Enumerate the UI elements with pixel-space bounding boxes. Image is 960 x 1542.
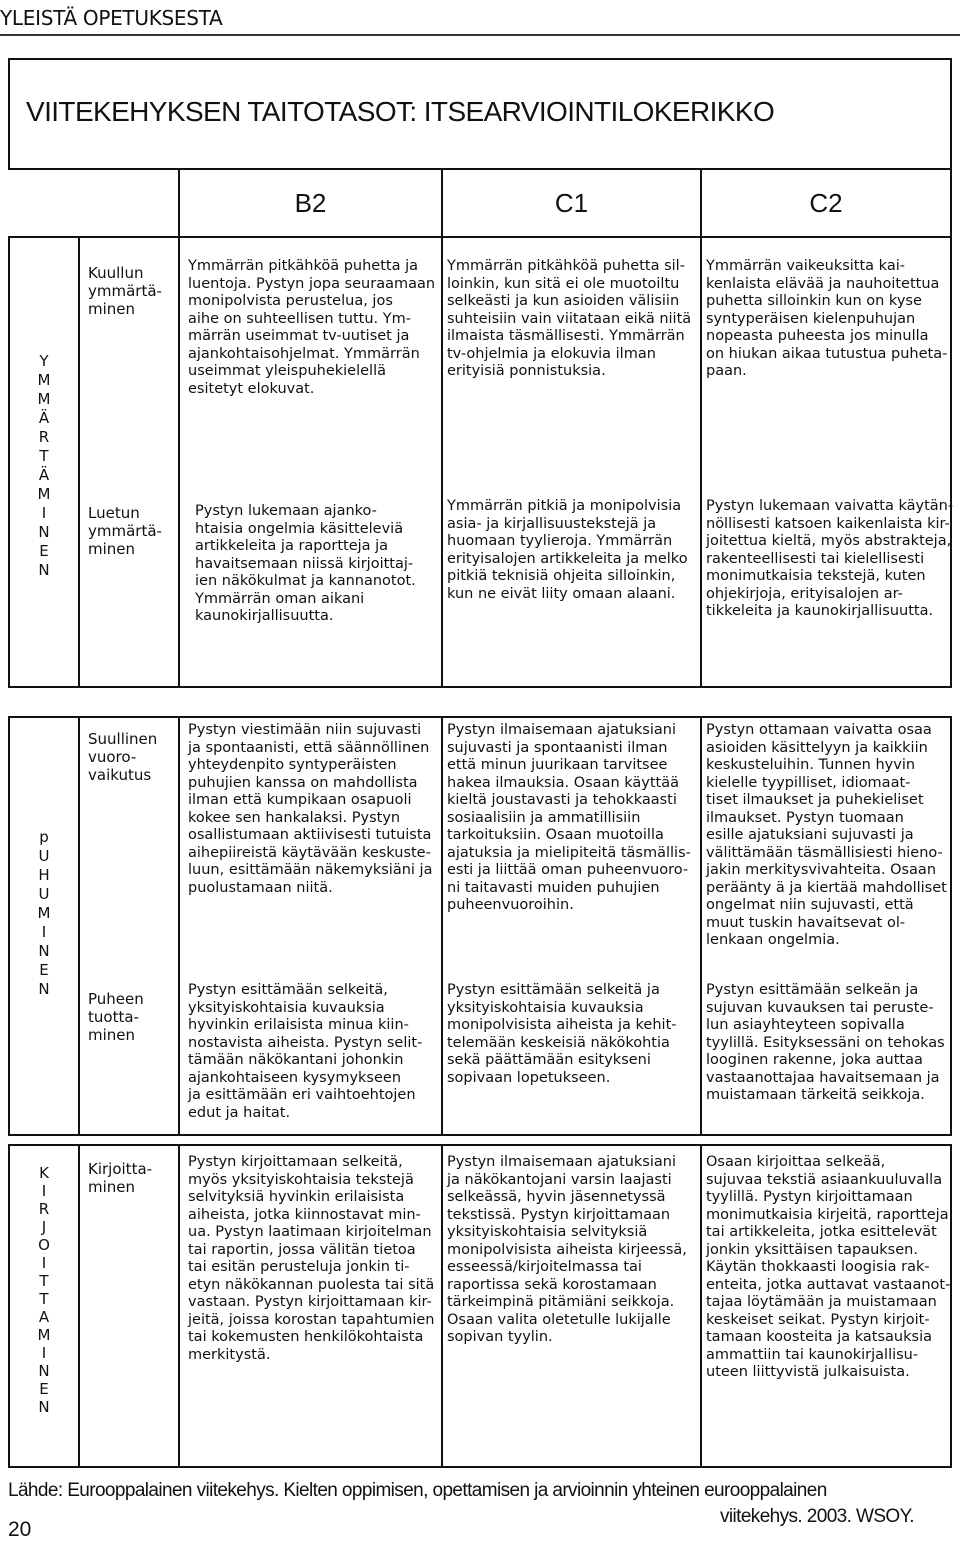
cell-line: puolustamaan niitä. [188,879,333,896]
cell-line: lun asiayhteyteen sopivalla [706,1017,905,1033]
group-label-puhuminen: p U H U M I N E N [37,828,51,998]
cell-line: on hiukan aikaa tutustua puheta- [706,345,948,362]
cell-line: luentoja. Pystyn jopa seuraamaan [188,275,436,292]
cell-line: merkitystä. [188,1346,271,1363]
row-label-suullinen-vuorovaikutus: Suullinen vuoro- vaikutus [88,730,158,784]
cell-line: artikkeleita ja raportteja ja [195,538,389,554]
cell-line: aihe on suhteellisen tuttu. Ym- [188,310,411,327]
cell-line: puhetta silloinkin kun on kyse [706,293,922,309]
cell-line: muistamaan tärkeitä seikkoja. [706,1087,925,1103]
level-header-b2: B2 [178,170,443,238]
cell-line: etyn näkökannan puolesta tai sitä [188,1276,435,1293]
cell-line: keskeiset seikat. Pystyn kirjoit- [706,1311,930,1328]
cell-line: looginen rakenne, joka auttaa [706,1052,923,1068]
cell-line: loinkin, kun sitä ei ole muotoiltu [447,275,680,292]
cell-kuullun-c1 [447,258,691,381]
cell-line: hyvinkin erilaisista minua kiin- [188,1017,409,1033]
cell-line: puheenvuoroihin. [447,897,574,913]
cell-line: uteen liittyvistä julkaisuista. [706,1364,910,1380]
cell-puheen-b2 [188,982,422,1122]
cell-line: nopeasta puheesta jos minulla [706,328,929,344]
cell-luetun-c1 [447,498,688,603]
cell-line: tiset ilmaukset ja puhekieliset [706,792,924,808]
row-label-luetun-ymmartaminen: Luetun ymmärtä- minen [88,504,162,558]
group-label-ymmartaminen: Y M M Ä R T Ä M I N E N [37,352,51,579]
cell-puheen-c2 [706,982,945,1105]
cell-line: kaunokirjallisuutta. [195,608,334,624]
cell-line: Pystyn kirjoittamaan selkeitä, [188,1154,403,1170]
cell-line: Pystyn esittämään selkeän ja [706,982,919,998]
cell-line: Pystyn ottamaan vaivatta osaa [706,722,932,738]
cell-line: lenkaan ongelmia. [706,932,840,948]
cell-line: jakin merkitysvivahteita. Osaan [706,862,937,878]
cell-line: suhteisiin vain viitataan eikä niitä [447,310,692,327]
cell-line: nostavista aiheista. Pystyn selit- [188,1034,423,1051]
cell-line: ohjekirjoja, erityisalojen ar- [706,585,903,602]
cell-line: erityisiä ponnistuksia. [447,363,606,379]
cell-line: kenlaista elävää ja nauhoitettua [706,275,940,292]
cell-line: ilmaukset. Pystyn tuomaan [706,809,904,826]
cell-line: tekstissä. Pystyn kirjoittamaan [447,1206,671,1223]
cell-line: paan. [706,363,747,379]
page-title: VIITEKEHYKSEN TAITOTASOT: ITSEARVIOINTILOKERIKKO [26,96,775,127]
section-header: YLEISTÄ OPETUKSESTA [0,6,223,30]
cell-line: monipolvista perustelua, jos [188,293,393,309]
title-box [8,58,952,170]
cell-line: sujuvaa tekstiä asiaankuuluvalla [706,1171,943,1188]
cell-line: selvityksiä hyvinkin erilaisista [188,1189,405,1205]
cell-line: tv-ohjelmia ja elokuvia ilman [447,345,656,362]
cell-suullinen-b2 [188,722,432,897]
cell-line: Ymmärrän vaikeuksitta kai- [706,258,905,274]
cell-line: huomaan tyylieroja. Ymmärrän [447,533,673,549]
cell-line: monimutkaisia tekstejä, kuten [706,568,926,584]
cell-line: keskusteluihin. Tunnen hyvin [706,757,916,773]
cell-line: esseessä/kirjoitelmassa tai [447,1259,642,1275]
cell-line: Käytän thokkaasti loogisia rak- [706,1259,930,1275]
cell-line: vastaanottajaa havaitsemaan ja [706,1069,940,1086]
cell-line: edut ja haitat. [188,1104,291,1121]
cell-line: esitetyt elokuvat. [188,380,315,397]
cell-line: asia- ja kirjallisuustekstejä ja [447,515,657,532]
cell-line: puhujien kanssa on mahdollista [188,774,418,791]
cell-line: ja esittämään eri vaihtoehtojen [188,1087,416,1103]
cell-line: myös yksityiskohtaisia tekstejä [188,1171,414,1188]
cell-line: yksityiskohtaisia kuvauksia [188,999,385,1016]
cell-line: sopivan tyylin. [447,1329,553,1345]
cell-line: märrän useimmat tv-uutiset ja [188,328,410,344]
cell-line: välittämään täsmällisiesti hieno- [706,844,943,861]
group-label-kirjoittaminen: K I R J O I T T A M I N E N [37,1164,51,1416]
cell-line: yksityiskohtaisia kuvauksia [447,999,644,1016]
cell-line: syntyperäisen kielenpuhujan [706,310,916,327]
cell-line: tai raportin, jossa välitän tietoa [188,1241,416,1258]
cell-line: Pystyn ilmaisemaan ajatuksiani [447,1154,676,1170]
cell-line: htaisia ongelmia käsitteleviä [195,520,404,537]
cell-line: tärkeimpinä pitämiäni seikkoja. [447,1294,675,1310]
level-header-c1: C1 [441,170,702,238]
cell-line: telemään keskeisiä näkökohtia [447,1034,670,1051]
cell-line: kielelle tyypilliset, idiomaat- [706,774,911,791]
cell-line: tajaa löytämään ja muistamaan [706,1294,937,1310]
cell-line: asioiden käsittelyyn ja kaikkiin [706,739,928,756]
cell-line: Pystyn ilmaisemaan ajatuksiani [447,722,676,738]
cell-line: tikkeleita ja kaunokirjallisuutta. [706,603,934,619]
cell-line: Ymmärrän pitkähköä puhetta sil- [447,258,685,274]
cell-line: esille ajatuksiani sujuvasti ja [706,827,914,843]
cell-line: sekä päättämään esitykseni [447,1052,651,1068]
cell-line: monipolvisista aiheista ja kehit- [447,1017,677,1033]
cell-kuullun-b2 [188,258,435,398]
cell-line: sosiaalisiin ja ammatillisiin [447,809,641,826]
cell-line: Osaan valita oletetulle lukijalle [447,1311,671,1328]
cell-line: yksityiskohtaisia selvityksiä [447,1224,648,1240]
cell-line: tai esitän perusteluja jonkin ti- [188,1259,410,1275]
cell-line: ni taitavasti muiden puhujien [447,879,660,896]
cell-line: tyylillä. Pystyn kirjoittamaan [706,1189,913,1205]
row-label-kuullun-ymmartaminen: Kuullun ymmärtä- minen [88,264,162,318]
cell-line: pitkiä teknisiä ohjeita silloinkin, [447,568,676,584]
cell-line: Osaan kirjoittaa selkeää, [706,1154,886,1170]
cell-kirjoittaminen-c1 [447,1154,687,1347]
cell-line: nöllisesti katsoen kaikenlaista kir- [706,515,950,532]
cell-line: aiheista, jotka kiinnostavat min- [188,1206,421,1223]
page-number: 20 [8,1518,32,1541]
cell-line: peräänty ä ja kiertää mahdolliset [706,879,947,896]
cell-line: Ymmärrän pitkiä ja monipolvisia [447,498,682,514]
cell-line: ongelmat niin sujuvasti, että [706,897,914,913]
cell-line: ilman että kumpikaan osapuoli [188,792,412,808]
cell-line: selkeästi ja kun asioiden välisiin [447,293,680,309]
cell-line: useimmat yleispuhekielellä [188,363,386,379]
cell-line: osallistumaan aktiivisesti tutuista [188,827,432,843]
cell-line: Pystyn lukemaan vaivatta käytän- [706,498,954,514]
level-header-c2: C2 [700,170,952,238]
cell-line: ammattiin tai kaunokirjallisu- [706,1346,919,1363]
cell-suullinen-c1 [447,722,691,915]
cell-line: joitettua kieltä, myös abstrakteja, [706,533,952,549]
cell-line: rakenteellisesti tai kielellisesti [706,550,925,567]
cell-line: luun, esittämään näkemyksiäni ja [188,862,433,878]
cell-line: ua. Pystyn laatimaan kirjoitelman [188,1224,432,1240]
cell-line: tämään näkökantani johonkin [188,1052,404,1068]
cell-kirjoittaminen-b2 [188,1154,434,1364]
header-rule [0,34,960,36]
cell-line: kun ne eivät liity omaan alaani. [447,585,676,602]
cell-line: yhteydenpito syntyperäisten [188,757,397,773]
cell-line: hakea ilmauksia. Osaan käyttää [447,774,679,791]
cell-line: monipolvisista aiheista kirjeessä, [447,1241,687,1258]
cell-line: että minun juurikaan tarvitsee [447,757,668,773]
cell-line: erityisalojen artikkeleita ja melko [447,550,688,567]
cell-kuullun-c2 [706,258,947,381]
cell-line: raportissa sekä korostamaan [447,1276,657,1293]
cell-luetun-b2 [195,503,416,626]
cell-kirjoittaminen-c2 [706,1154,950,1382]
cell-luetun-c2 [706,498,953,621]
cell-line: ilmaista täsmällisesti. Ymmärrän [447,328,685,344]
cell-line: aihepiireistä käytävään keskuste- [188,844,431,861]
cell-line: ja spontaanisti, että säännöllinen [188,739,430,756]
cell-line: Ymmärrän oman aikani [195,590,365,607]
cell-line: kieltä joustavasti ja tehokkaasti [447,792,677,808]
cell-line: esti ja liittää oman puheenvuoro- [447,862,689,878]
cell-line: tai kokemusten henkilökohtaista [188,1329,424,1345]
cell-puheen-c1 [447,982,677,1087]
cell-line: ja näkökantojani varsin laajasti [447,1171,672,1188]
cell-line: Pystyn esittämään selkeitä, [188,982,388,998]
cell-line: Pystyn lukemaan ajanko- [195,503,377,519]
cell-line: sujuvan kuvauksen tai peruste- [706,999,934,1016]
cell-line: kokee sen hankalaksi. Pystyn [188,809,401,826]
cell-line: Pystyn esittämään selkeitä ja [447,982,660,998]
cell-line: sujuvasti ja spontaanisti ilman [447,739,668,756]
cell-line: tamaan koosteita ja katsauksia [706,1329,932,1345]
cell-line: tai artikkeleita, jotka esittelevät [706,1224,937,1240]
row-label-kirjoittaminen: Kirjoitta- minen [88,1160,153,1196]
cell-suullinen-c2 [706,722,947,950]
cell-line: Pystyn viestimään niin sujuvasti [188,722,422,738]
cell-line: selkeässä, hyvin jäsennetyssä [447,1189,666,1205]
cell-line: havaitsemaan niissä kirjoittaj- [195,555,414,572]
cell-line: tarkoituksiin. Osaan muotoilla [447,827,664,843]
row-label-puheen-tuottaminen: Puheen tuotta- minen [88,990,144,1044]
cell-line: ien näkökulmat ja kannanotot. [195,573,416,589]
cell-line: muut tuskin havaitsevat ol- [706,914,906,931]
cell-line: monimutkaisia kirjeitä, raportteja [706,1206,949,1223]
cell-line: ajatuksia ja mielipiteitä täsmällis- [447,844,691,861]
cell-line: Ymmärrän pitkähköä puhetta ja [188,258,419,274]
cell-line: ajankohtaiseen kysymykseen [188,1069,402,1086]
cell-line: sopivaan lopetukseen. [447,1069,611,1086]
source-citation: Lähde: Eurooppalainen viitekehys. Kielten oppimisen, opettamisen ja arvioinnin yhteinen eurooppalainen viitekehys. 2003. WSOY. [8,1480,914,1527]
cell-line: ajankohtaisohjelmat. Ymmärrän [188,345,420,362]
cell-line: jonkin yksittäisen tapauksen. [706,1241,918,1258]
cell-line: tyylillä. Esityksessäni on tehokas [706,1034,945,1051]
cell-line: jeitä, joissa korostan tapahtumien [188,1311,435,1328]
cell-line: enteita, jotka auttavat vastaanot- [706,1276,951,1293]
cell-line: vastaan. Pystyn kirjoittamaan kir- [188,1294,432,1310]
